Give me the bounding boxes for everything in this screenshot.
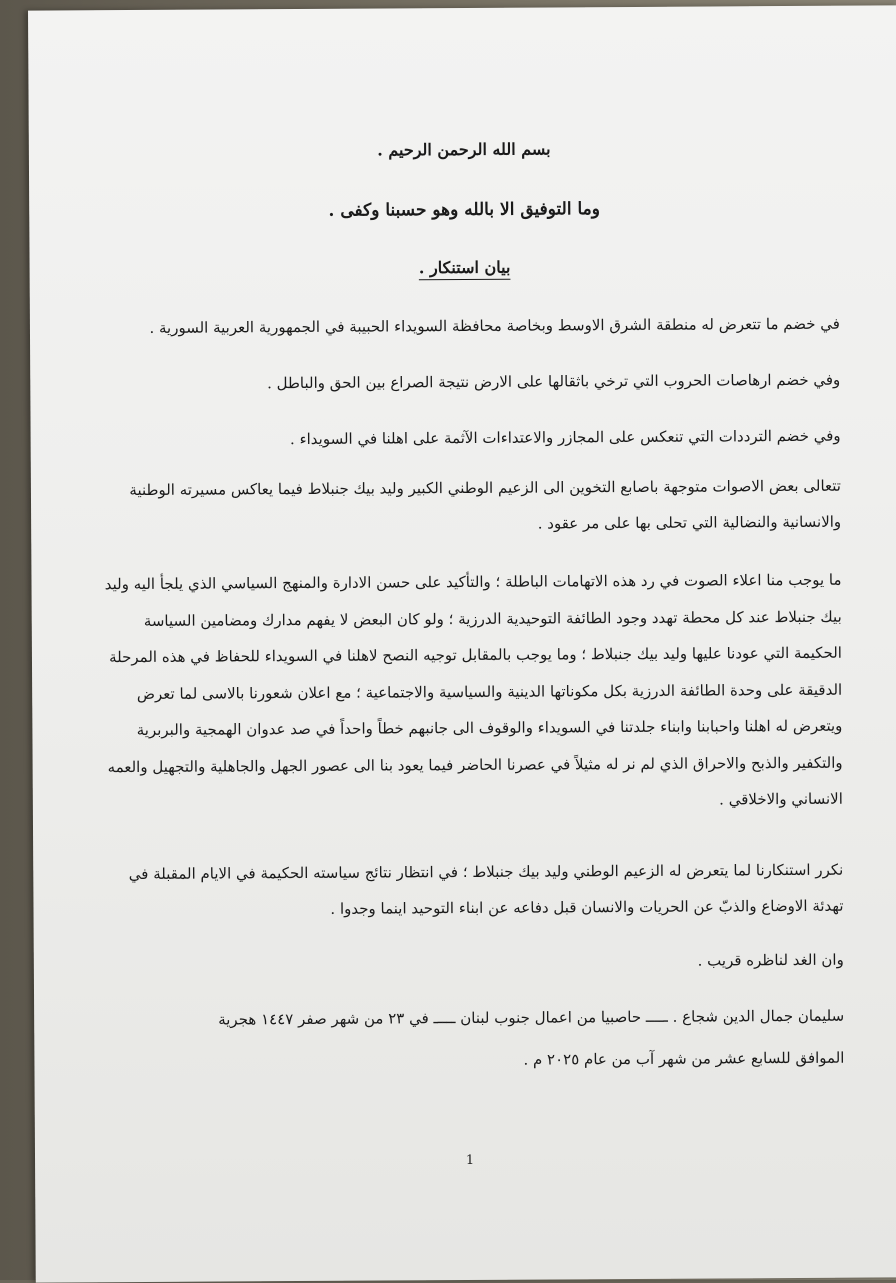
signature-line: سليمان جمال الدين شجاع . ـــــ حاصبيا من اعمال جنوب لبنان ـــــ في ٢٣ من شهر صفر ١٤٤٧ هجرية [218,1006,845,1029]
basmala: بسم الله الرحمن الرحيم . [377,139,551,160]
paragraph-text: وفي خضم الترددات التي تنعكس على المجازر والاعتداءات الآثمة على اهلنا في السويداء . [289,426,841,449]
paragraph-5 [101,562,843,822]
closing-line [104,942,844,983]
paragraph-text: وفي خضم ارهاصات الحروب التي ترخي باثقالها على الارض نتيجة الصراع بين الحق والباطل . [266,370,841,393]
page-number: 1 [465,1152,475,1169]
document-title: بيان استنكار . [418,257,511,278]
paragraph-1 [100,306,840,347]
paper-sheet [28,5,896,1282]
paragraph-2 [100,362,840,403]
paragraph-text: تتعالى بعض الاصوات متوجهة باصابع التخوين الى الزعيم الوطني الكبير وليد بيك جنبلاط فيما يعاكس مسيرته الوطنية والانسانية والنضالية التي تحلى بها على مر عقود . [129,476,842,533]
paragraph-text: وان الغد لناظره قريب . [697,950,844,970]
paragraph-3 [101,418,841,459]
paragraph-6 [103,852,843,929]
paragraph-text: نكرر استنكارنا لما يتعرض له الزعيم الوطني وليد بيك جنبلاط ؛ في انتظار نتائج سياسته الحكيمة في الايام المقبلة في تهدئة الاوضاع والذبّ عن الحريات والانسان قبل دفاعه عن ابناء التوحيد اينما وجدوا . [128,860,844,918]
paragraph-4 [101,468,841,545]
date-line: الموافق للسابع عشر من شهر آب من عام ٢٠٢٥ م . [523,1048,845,1069]
paragraph-text: ما يوجب منا اعلاء الصوت في رد هذه الاتهامات الباطلة ؛ والتأكيد على حسن الادارة والمنهج السياسي الذي يلجأ اليه وليد بيك جنبلاط عند كل محطة تهدد وجود الطائفة التوحيدية الدرزية ؛ ولو كان البعض لا يفهم مدارك ومضامين السياسة الحكيمة التي عودنا عليها وليد بيك جنبلاط ؛ وما يوجب بالمقابل توجيه النصح لاهلنا في السويداء للحفاظ في هذه المرحلة الدقيقة على وحدة الطائفة الدرزية بكل مكوناتها الدينية والسياسية والاجتماعية ؛ مع اعلان شعورنا بالاسى لما تعرض ويتعرض له اهلنا واحبابنا وابناء جلدتنا في السويداء والوقوف الى جانبهم خطاً واحداً في صد عدوان الهمجية والبربرية والتكفير والذبح والاحراق الذي لم نر له مثيلاً في عصرنا الحاضر فيما يعود بنا الى عصور الجهل والجاهلية والتجهيل والعمه الانساني والاخلاقي . [104,570,843,809]
invocation: وما التوفيق الا بالله وهو حسبنا وكفى . [328,199,601,221]
title-wrapper [30,255,896,279]
paragraph-text: في خضم ما تتعرض له منطقة الشرق الاوسط وبخاصة محافظة السويداء الحبيبة في الجمهورية العربية السورية . [149,314,840,337]
